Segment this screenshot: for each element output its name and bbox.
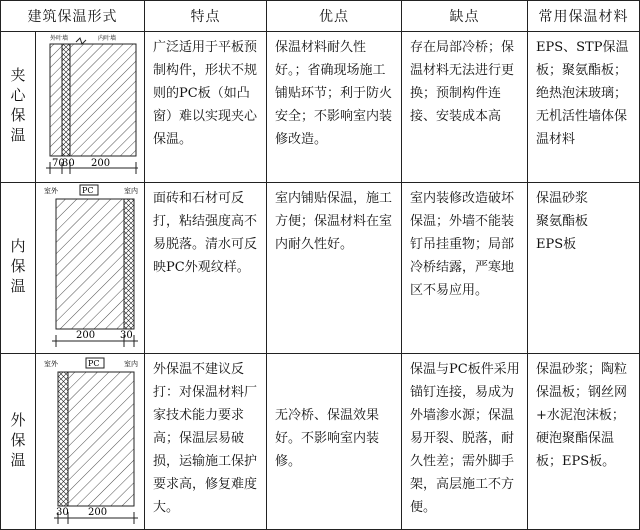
row-form-text: 内保温 bbox=[8, 238, 27, 298]
dim-label: 30 bbox=[62, 158, 75, 169]
cons-cell: 室内装修改造破坏保温；外墙不能装钉吊挂重物；局部冷桥结露，严寒地区不易应用。 bbox=[401, 182, 528, 354]
pros-cell: 无冷桥、保温效果好。不影响室内装修。 bbox=[266, 353, 402, 530]
diagram-cell-internal bbox=[35, 182, 145, 354]
diagram-top-label: 室内 bbox=[124, 187, 138, 195]
feature-cell: 面砖和石材可反打，粘结强度高不易脱落。清水可反映PC外观纹样。 bbox=[144, 182, 267, 354]
pros-cell: 室内铺贴保温，施工方便；保温材料在室内耐久性好。 bbox=[266, 182, 402, 354]
diagram-cell-sandwich bbox=[35, 31, 145, 183]
header-materials: 常用保温材料 bbox=[527, 0, 640, 32]
header-feature: 特点 bbox=[144, 0, 267, 32]
header-form: 建筑保温形式 bbox=[0, 0, 145, 32]
row-label-sandwich bbox=[0, 31, 36, 183]
dim-label: 70 bbox=[52, 158, 65, 169]
diagram-top-label: 外叶墙 bbox=[50, 35, 69, 42]
materials-cell: 保温砂浆 聚氨酯板 EPS板 bbox=[527, 182, 640, 354]
row-label-external bbox=[0, 353, 36, 530]
feature-cell: 外保温不建议反打：对保温材料厂家技术能力要求高；保温层易破损，运输施工保护要求高，修复难度大。 bbox=[144, 353, 267, 530]
materials-cell: EPS、STP保温板；聚氨酯板；绝热泡沫玻璃；无机活性墙体保温材料 bbox=[527, 31, 640, 183]
sandwich-wall-diagram bbox=[36, 32, 145, 183]
pros-cell: 保温材料耐久性好。；省确现场施工铺贴环节；利于防火安全；不影响室内装修改造。 bbox=[266, 31, 402, 183]
feature-cell: 广泛适用于平板预制构件，形状不规则的PC板（如凸窗）难以实现夹心保温。 bbox=[144, 31, 267, 183]
header-cons: 缺点 bbox=[401, 0, 528, 32]
diagram-cell-external bbox=[35, 353, 145, 530]
dim-label: 200 bbox=[88, 507, 108, 518]
dim-label: 200 bbox=[91, 158, 111, 169]
dim-label: 30 bbox=[56, 507, 69, 518]
diagram-top-label: PC bbox=[82, 186, 94, 195]
diagram-top-label: PC bbox=[88, 359, 100, 368]
diagram-top-label: 室内 bbox=[124, 360, 138, 368]
cons-cell: 存在局部冷桥；保温材料无法进行更换；预制构件连接、安装成本高 bbox=[401, 31, 528, 183]
external-wall-diagram bbox=[36, 354, 145, 530]
dim-label: 30 bbox=[120, 330, 133, 341]
diagram-top-label: 室外 bbox=[44, 360, 58, 368]
diagram-top-label: 室外 bbox=[44, 187, 58, 195]
row-label-internal bbox=[0, 182, 36, 354]
diagram-top-label: 内叶墙 bbox=[98, 35, 117, 42]
row-form-text: 夹心保温 bbox=[8, 67, 27, 147]
internal-wall-diagram bbox=[36, 183, 145, 354]
cons-cell: 保温与PC板件采用锚钉连接，易成为外墙渗水源；保温易开裂、脱落，耐久性差；需外脚手架，高层施工不方便。 bbox=[401, 353, 528, 530]
row-form-text: 外保温 bbox=[8, 411, 27, 472]
materials-cell: 保温砂浆；陶粒保温板；钢丝网+水泥泡沫板；硬泡聚酯保温板；EPS板。 bbox=[527, 353, 640, 530]
dim-label: 200 bbox=[76, 330, 96, 341]
header-pros: 优点 bbox=[266, 0, 402, 32]
